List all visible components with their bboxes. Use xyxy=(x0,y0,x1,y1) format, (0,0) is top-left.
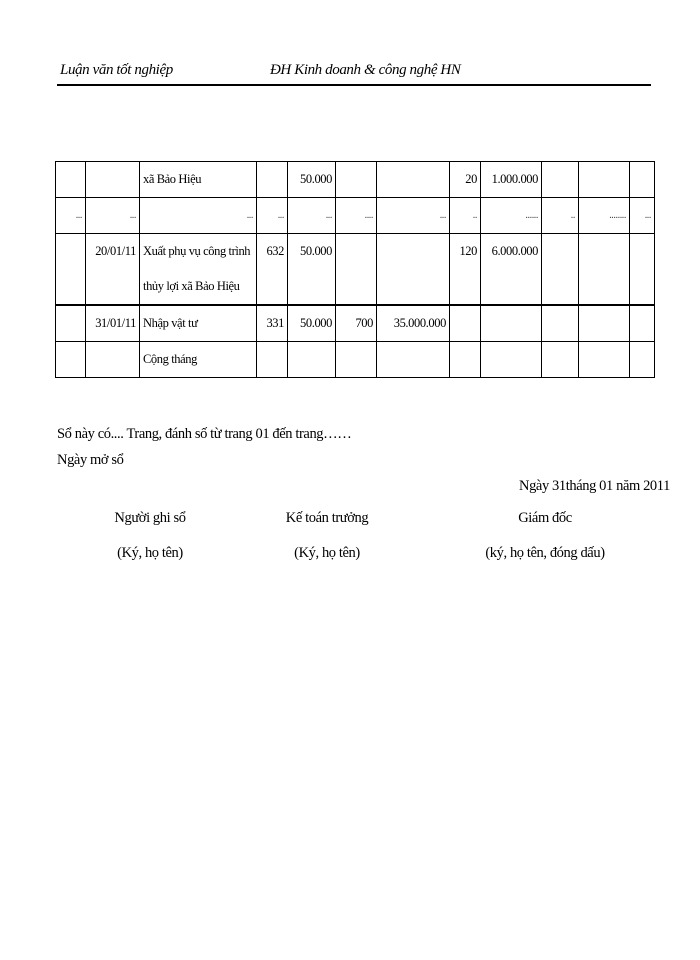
ledger-ellipsis-row xyxy=(56,198,655,234)
ledger-cell xyxy=(56,306,86,342)
ledger-cell: ........ xyxy=(579,198,630,234)
ledger-cell: 632 xyxy=(257,234,288,305)
ledger-cell: 35.000.000 xyxy=(377,306,450,342)
ledger-cell xyxy=(481,342,542,378)
note-open-date: Ngày mở sổ xyxy=(57,452,124,468)
ledger-cell xyxy=(377,342,450,378)
ledger-cell xyxy=(257,162,288,198)
ledger-cell: ... xyxy=(257,198,288,234)
header-university: ĐH Kinh doanh & công nghệ HN xyxy=(270,62,461,78)
ledger-cell xyxy=(579,342,630,378)
note-pages: Sổ này có.... Trang, đánh số từ trang 01 đến trang…… xyxy=(57,426,352,442)
ledger-cell xyxy=(481,306,542,342)
ledger-cell: ... xyxy=(288,198,336,234)
ledger-cell xyxy=(542,342,579,378)
ledger-cell xyxy=(579,306,630,342)
ledger-cell xyxy=(257,342,288,378)
ledger-cell: 50.000 xyxy=(288,306,336,342)
ledger-cell: 20/01/11 xyxy=(86,234,140,305)
header-thesis-title: Luận văn tốt nghiệp xyxy=(60,62,173,78)
ledger-cell: ... xyxy=(140,198,257,234)
ledger-row xyxy=(56,306,655,342)
signer-chief-accountant-title: Kế toán trưởng xyxy=(285,510,369,526)
ledger-cell xyxy=(336,342,377,378)
ledger-cell: 50.000 xyxy=(288,234,336,305)
ledger-cell: 50.000 xyxy=(288,162,336,198)
ledger-row xyxy=(56,162,655,198)
ledger-cell: 120 xyxy=(450,234,481,305)
signer-director-subtitle: (ký, họ tên, đóng dấu) xyxy=(485,545,605,561)
ledger-cell xyxy=(288,342,336,378)
ledger-cell xyxy=(630,234,655,305)
ledger-cell: ... xyxy=(630,198,655,234)
ledger-cell: Cộng tháng xyxy=(140,342,257,378)
ledger-cell xyxy=(86,162,140,198)
ledger-cell: 331 xyxy=(257,306,288,342)
ledger-row xyxy=(56,234,655,305)
ledger-cell xyxy=(542,162,579,198)
signer-chief-accountant-subtitle: (Ký, họ tên) xyxy=(294,545,360,561)
ledger-cell xyxy=(579,234,630,305)
ledger-cell: 700 xyxy=(336,306,377,342)
ledger-cell xyxy=(450,306,481,342)
ledger-cell: ...... xyxy=(481,198,542,234)
header-rule xyxy=(57,84,651,86)
ledger-cell: ... xyxy=(377,198,450,234)
ledger-cell xyxy=(56,342,86,378)
ledger-cell: 1.000.000 xyxy=(481,162,542,198)
ledger-cell xyxy=(579,162,630,198)
ledger-cell xyxy=(542,234,579,305)
ledger-cell xyxy=(542,306,579,342)
ledger-cell: Nhập vật tư xyxy=(140,306,257,342)
ledger-table xyxy=(55,161,655,378)
ledger-cell xyxy=(56,234,86,305)
ledger-cell: xã Bảo Hiệu xyxy=(140,162,257,198)
ledger-cell: .... xyxy=(336,198,377,234)
ledger-cell xyxy=(56,162,86,198)
ledger-cell: 20 xyxy=(450,162,481,198)
ledger-cell xyxy=(630,306,655,342)
ledger-cell: 31/01/11 xyxy=(86,306,140,342)
ledger-cell: 6.000.000 xyxy=(481,234,542,305)
ledger-cell xyxy=(336,234,377,305)
ledger-cell xyxy=(336,162,377,198)
signer-recorder-subtitle: (Ký, họ tên) xyxy=(117,545,183,561)
ledger-row xyxy=(56,342,655,378)
ledger-cell: ... xyxy=(56,198,86,234)
ledger-cell xyxy=(630,162,655,198)
ledger-cell: Xuất phụ vụ công trình thủy lợi xã Bảo Hiệu xyxy=(140,234,257,305)
ledger-cell: .. xyxy=(542,198,579,234)
ledger-cell xyxy=(630,342,655,378)
ledger-cell: ... xyxy=(86,198,140,234)
signer-director-title: Giám đốc xyxy=(518,510,572,526)
signer-recorder-title: Người ghi sổ xyxy=(114,510,186,526)
ledger-cell: .. xyxy=(450,198,481,234)
ledger-cell xyxy=(377,162,450,198)
ledger-cell xyxy=(86,342,140,378)
ledger-cell xyxy=(377,234,450,305)
ledger-body xyxy=(56,162,655,378)
ledger-cell xyxy=(450,342,481,378)
signing-date: Ngày 31tháng 01 năm 2011 xyxy=(519,478,670,494)
